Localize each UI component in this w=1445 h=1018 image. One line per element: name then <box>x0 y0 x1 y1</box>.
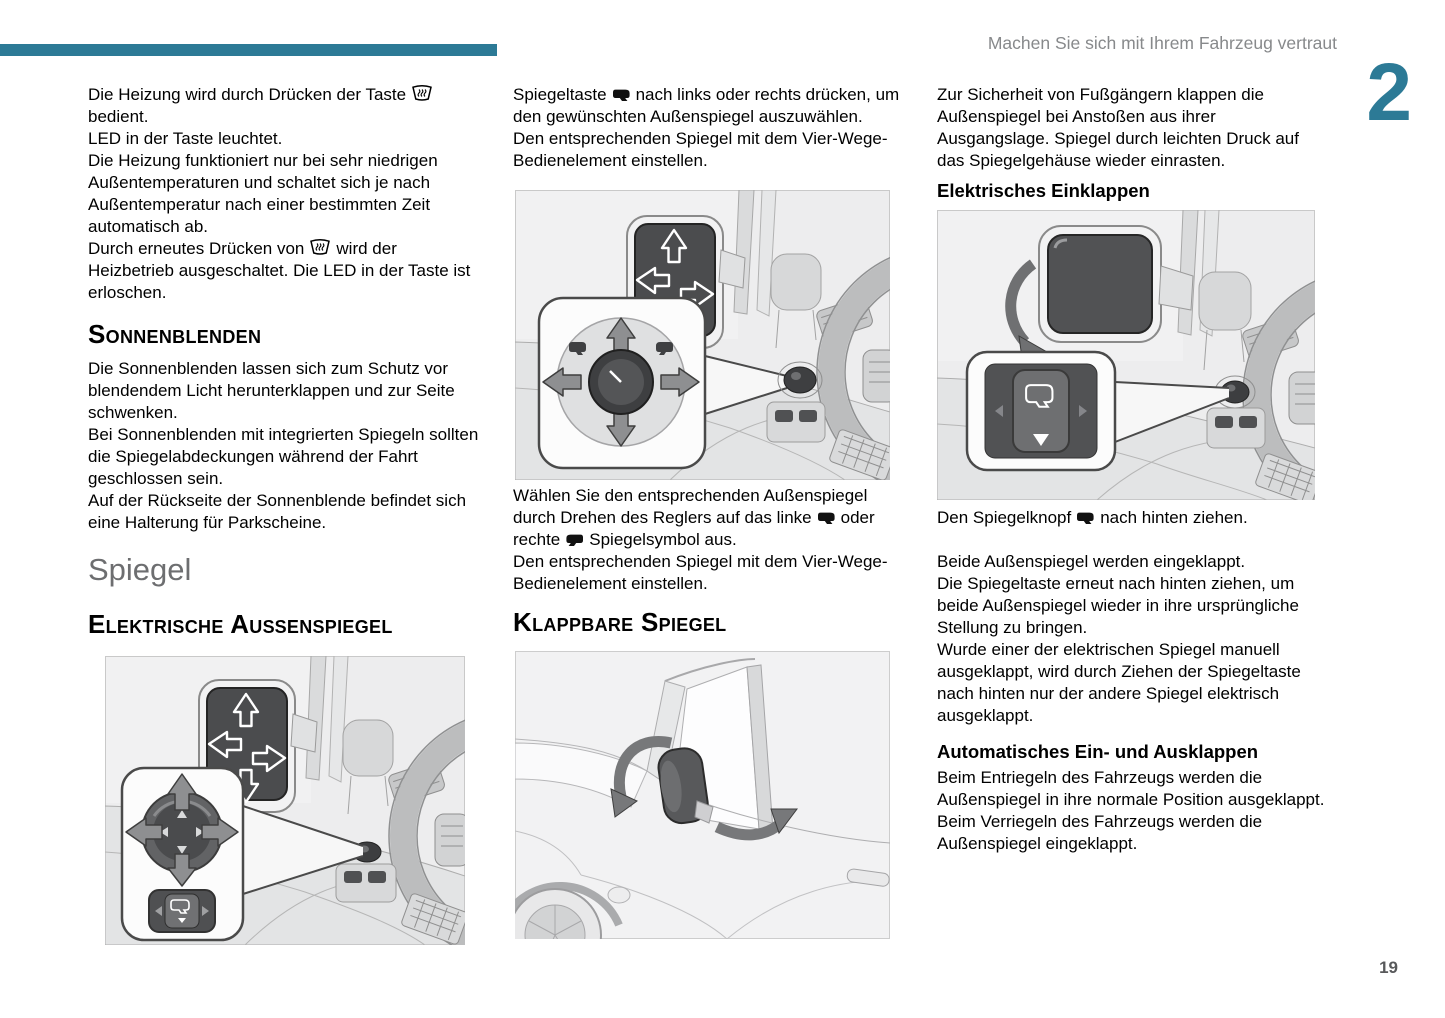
section-heading-sunvisors: Sonnenblenden <box>88 319 262 349</box>
mirror-knob-illustration <box>515 190 906 480</box>
mirror-select-paragraph: Den entsprechenden Spiegel mit dem Vier-Wege-Bedienelement einstellen. <box>513 129 888 170</box>
sunvisor-paragraph: Auf der Rückseite der Sonnenblende befindet sich eine Halterung für Parkscheine. <box>88 491 467 532</box>
fold-result-paragraph: Beide Außenspiegel werden eingeklappt. <box>937 552 1246 571</box>
pedestrian-safety-paragraph: Zur Sicherheit von Fußgängern klappen die Außenspiegel bei Anstoßen aus ihrer Ausgangslage. Spiegel durch leichten Druck auf das Spiegelgehäuse wieder einrasten. <box>937 85 1299 170</box>
subsection-heading-electric-folding: Elektrisches Einklappen <box>937 180 1150 201</box>
chapter-number: 2 <box>1366 47 1412 138</box>
sunvisor-paragraph: Bei Sonnenblenden mit integrierten Spiegeln sollten die Spiegelabdeckungen während der Fahrt geschlossen sein. <box>88 425 479 488</box>
electric-folding-illustration <box>937 210 1330 500</box>
mirror-dial-paragraph: Wählen Sie den entsprechenden Außenspiegel durch Drehen des Reglers auf das linke oder rechte Spiegelsymbol aus. <box>513 486 875 549</box>
section-heading-folding-mirrors: Klappbare Spiegel <box>513 607 727 637</box>
heating-paragraph: Die Heizung wird durch Drücken der Taste bedient. <box>88 84 481 128</box>
mirror-adjust-pad-illustration <box>105 656 481 945</box>
mirror-left-icon <box>1075 510 1096 525</box>
chapter-accent-bar <box>0 44 497 56</box>
subsection-heading-auto-folding: Automatisches Ein- und Ausklappen <box>937 741 1259 762</box>
heated-windscreen-icon <box>308 239 332 256</box>
column-right <box>937 84 1330 855</box>
folding-mirror-illustration <box>515 651 906 939</box>
mirror-right-icon <box>564 532 585 547</box>
heated-windscreen-icon <box>410 85 434 102</box>
section-heading-electric-mirrors: Elektrische Außenspiegel <box>88 609 393 639</box>
heating-paragraph: Die Heizung funktioniert nur bei sehr niedrigen Außentemperaturen und schaltet sich je nach Außentemperatur nach einer bestimmten Zeit automatisch ab. <box>88 151 438 236</box>
chapter-section-title-mirrors: Spiegel <box>88 552 192 587</box>
column-middle <box>513 84 906 939</box>
mirror-dial-paragraph: Den entsprechenden Spiegel mit dem Vier-Wege-Bedienelement einstellen. <box>513 552 888 593</box>
mirror-left-icon <box>816 510 837 525</box>
heating-paragraph: Durch erneutes Drücken von wird der Heizbetrieb ausgeschaltet. Die LED in der Taste ist erloschen. <box>88 239 471 302</box>
column-left <box>88 84 481 945</box>
auto-fold-paragraph: Beim Entriegeln des Fahrzeugs werden die Außenspiegel in ihre normale Position ausgeklappt. Beim Verriegeln des Fahrzeugs werden die Außenspiegel eingeklappt. <box>937 768 1325 853</box>
heating-paragraph: LED in der Taste leuchtet. <box>88 129 283 148</box>
fold-result-paragraph: Wurde einer der elektrischen Spiegel manuell ausgeklappt, wird durch Ziehen der Spiegeltaste nach hinten nur der andere Spiegel elektrisch ausgeklappt. <box>937 640 1301 725</box>
mirror-left-icon <box>611 87 632 102</box>
fold-result-paragraph: Die Spiegeltaste erneut nach hinten ziehen, um beide Außenspiegel wieder in ihre ursprüngliche Stellung zu bringen. <box>937 574 1299 637</box>
running-header: Machen Sie sich mit Ihrem Fahrzeug vertraut <box>987 33 1337 53</box>
mirror-select-paragraph: Spiegeltaste nach links oder rechts drücken, um den gewünschten Außenspiegel auszuwählen. <box>513 85 900 126</box>
page-number: 19 <box>1379 958 1398 977</box>
sunvisor-paragraph: Die Sonnenblenden lassen sich zum Schutz vor blendendem Licht herunterklappen und zur Seite schwenken. <box>88 359 455 422</box>
fold-action-paragraph: Den Spiegelknopf nach hinten ziehen. <box>937 508 1248 527</box>
